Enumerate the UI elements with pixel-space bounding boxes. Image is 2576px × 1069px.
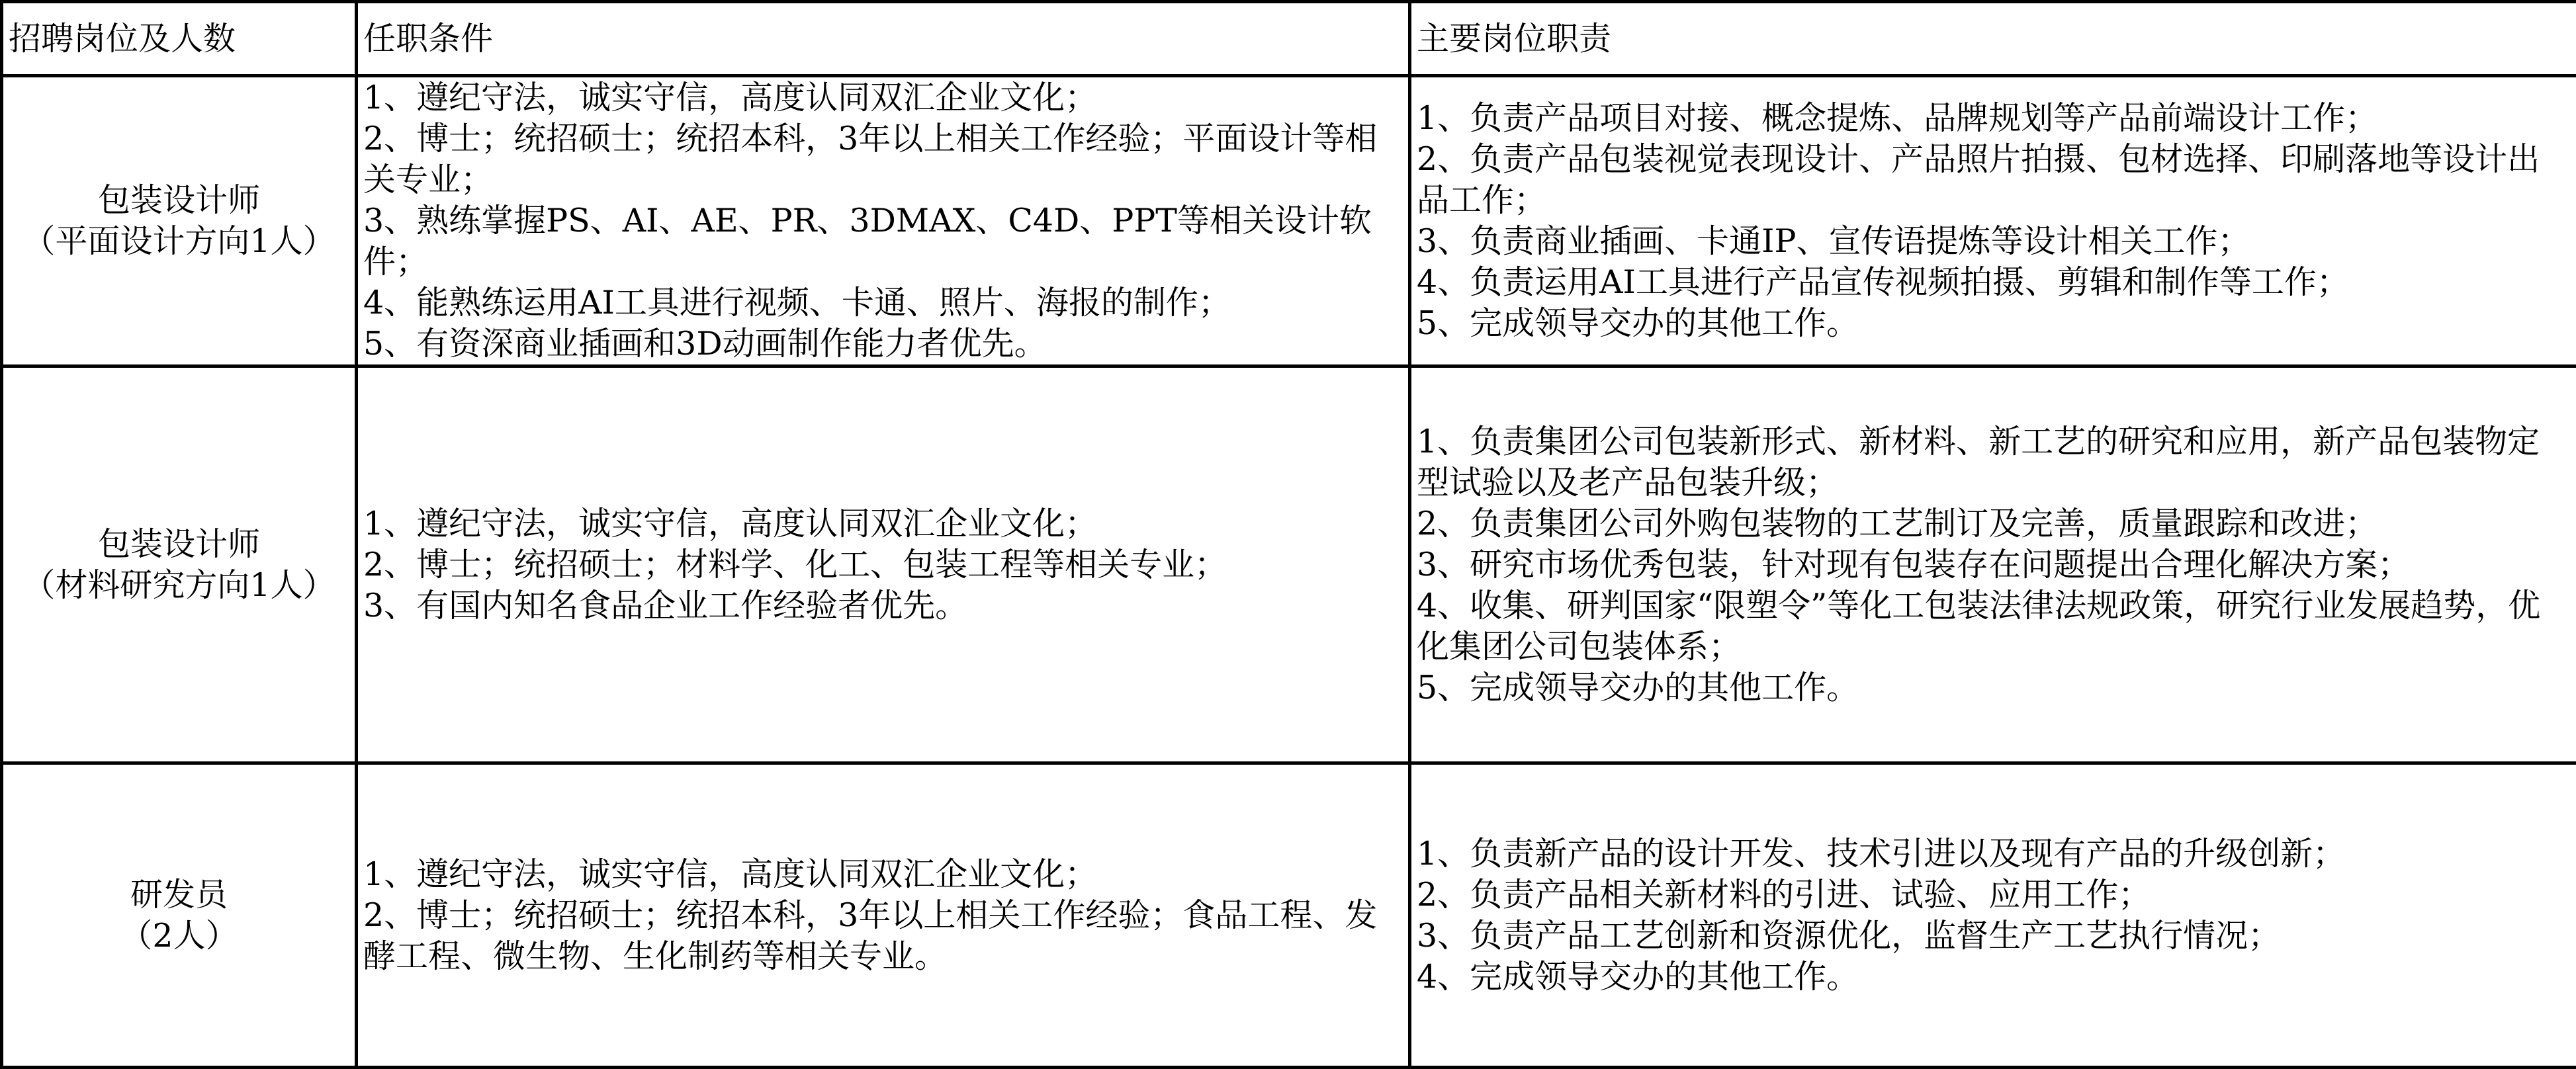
duty-item: 1、负责新产品的设计开发、技术引进以及现有产品的升级创新； xyxy=(1417,834,2571,875)
position-detail: （材料研究方向1人） xyxy=(9,565,349,606)
requirement-item: 3、熟练掌握PS、AI、AE、PR、3DMAX、C4D、PPT等相关设计软件； xyxy=(363,200,1403,282)
position-cell xyxy=(2,366,357,763)
table-row xyxy=(2,763,2576,1068)
header-duties: 主要岗位职责 xyxy=(1410,2,2576,76)
requirement-item: 2、博士；统招硕士；统招本科，3年以上相关工作经验；平面设计等相关专业； xyxy=(363,118,1403,200)
requirement-item: 5、有资深商业插画和3D动画制作能力者优先。 xyxy=(363,323,1403,364)
requirement-item: 3、有国内知名食品企业工作经验者优先。 xyxy=(363,585,1403,626)
header-requirements: 任职条件 xyxy=(357,2,1410,76)
requirement-item: 1、遵纪守法，诚实守信，高度认同双汇企业文化； xyxy=(363,854,1403,895)
duty-item: 1、负责产品项目对接、概念提炼、品牌规划等产品前端设计工作； xyxy=(1417,98,2571,139)
table-header-row xyxy=(2,2,2576,76)
requirements-cell xyxy=(357,76,1410,366)
requirement-item: 4、能熟练运用AI工具进行视频、卡通、照片、海报的制作； xyxy=(363,282,1403,323)
position-cell xyxy=(2,76,357,366)
requirement-item: 2、博士；统招硕士；材料学、化工、包装工程等相关专业； xyxy=(363,544,1403,585)
table-row xyxy=(2,366,2576,763)
position-cell xyxy=(2,763,357,1068)
requirement-item: 2、博士；统招硕士；统招本科，3年以上相关工作经验；食品工程、发酵工程、微生物、生化制药等相关专业。 xyxy=(363,895,1403,977)
requirement-item: 1、遵纪守法，诚实守信，高度认同双汇企业文化； xyxy=(363,77,1403,118)
duties-cell xyxy=(1410,763,2576,1068)
duty-item: 4、负责运用AI工具进行产品宣传视频拍摄、剪辑和制作等工作； xyxy=(1417,262,2571,303)
duty-item: 4、完成领导交办的其他工作。 xyxy=(1417,957,2571,998)
position-title: 包装设计师 xyxy=(9,180,349,221)
requirements-cell xyxy=(357,366,1410,763)
duty-item: 2、负责产品包装视觉表现设计、产品照片拍摄、包材选择、印刷落地等设计出品工作； xyxy=(1417,139,2571,221)
duty-item: 1、负责集团公司包装新形式、新材料、新工艺的研究和应用，新产品包装物定型试验以及老产品包装升级； xyxy=(1417,421,2571,503)
duty-item: 5、完成领导交办的其他工作。 xyxy=(1417,303,2571,344)
position-title: 包装设计师 xyxy=(9,524,349,565)
duty-item: 2、负责集团公司外购包装物的工艺制订及完善，质量跟踪和改进； xyxy=(1417,503,2571,544)
duty-item: 3、负责商业插画、卡通IP、宣传语提炼等设计相关工作； xyxy=(1417,221,2571,262)
requirement-item: 1、遵纪守法，诚实守信，高度认同双汇企业文化； xyxy=(363,503,1403,544)
position-title: 研发员 xyxy=(9,875,349,916)
duty-item: 4、收集、研判国家“限塑令”等化工包装法律法规政策，研究行业发展趋势，优化集团公司包装体系； xyxy=(1417,585,2571,667)
requirements-cell xyxy=(357,763,1410,1068)
duty-item: 2、负责产品相关新材料的引进、试验、应用工作； xyxy=(1417,875,2571,916)
duty-item: 3、研究市场优秀包装，针对现有包装存在问题提出合理化解决方案； xyxy=(1417,544,2571,585)
position-detail: （2人） xyxy=(9,916,349,957)
position-detail: （平面设计方向1人） xyxy=(9,221,349,262)
duties-cell xyxy=(1410,366,2576,763)
table-row xyxy=(2,76,2576,366)
duty-item: 5、完成领导交办的其他工作。 xyxy=(1417,667,2571,708)
duty-item: 3、负责产品工艺创新和资源优化，监督生产工艺执行情况； xyxy=(1417,916,2571,957)
duties-cell xyxy=(1410,76,2576,366)
header-position: 招聘岗位及人数 xyxy=(2,2,357,76)
